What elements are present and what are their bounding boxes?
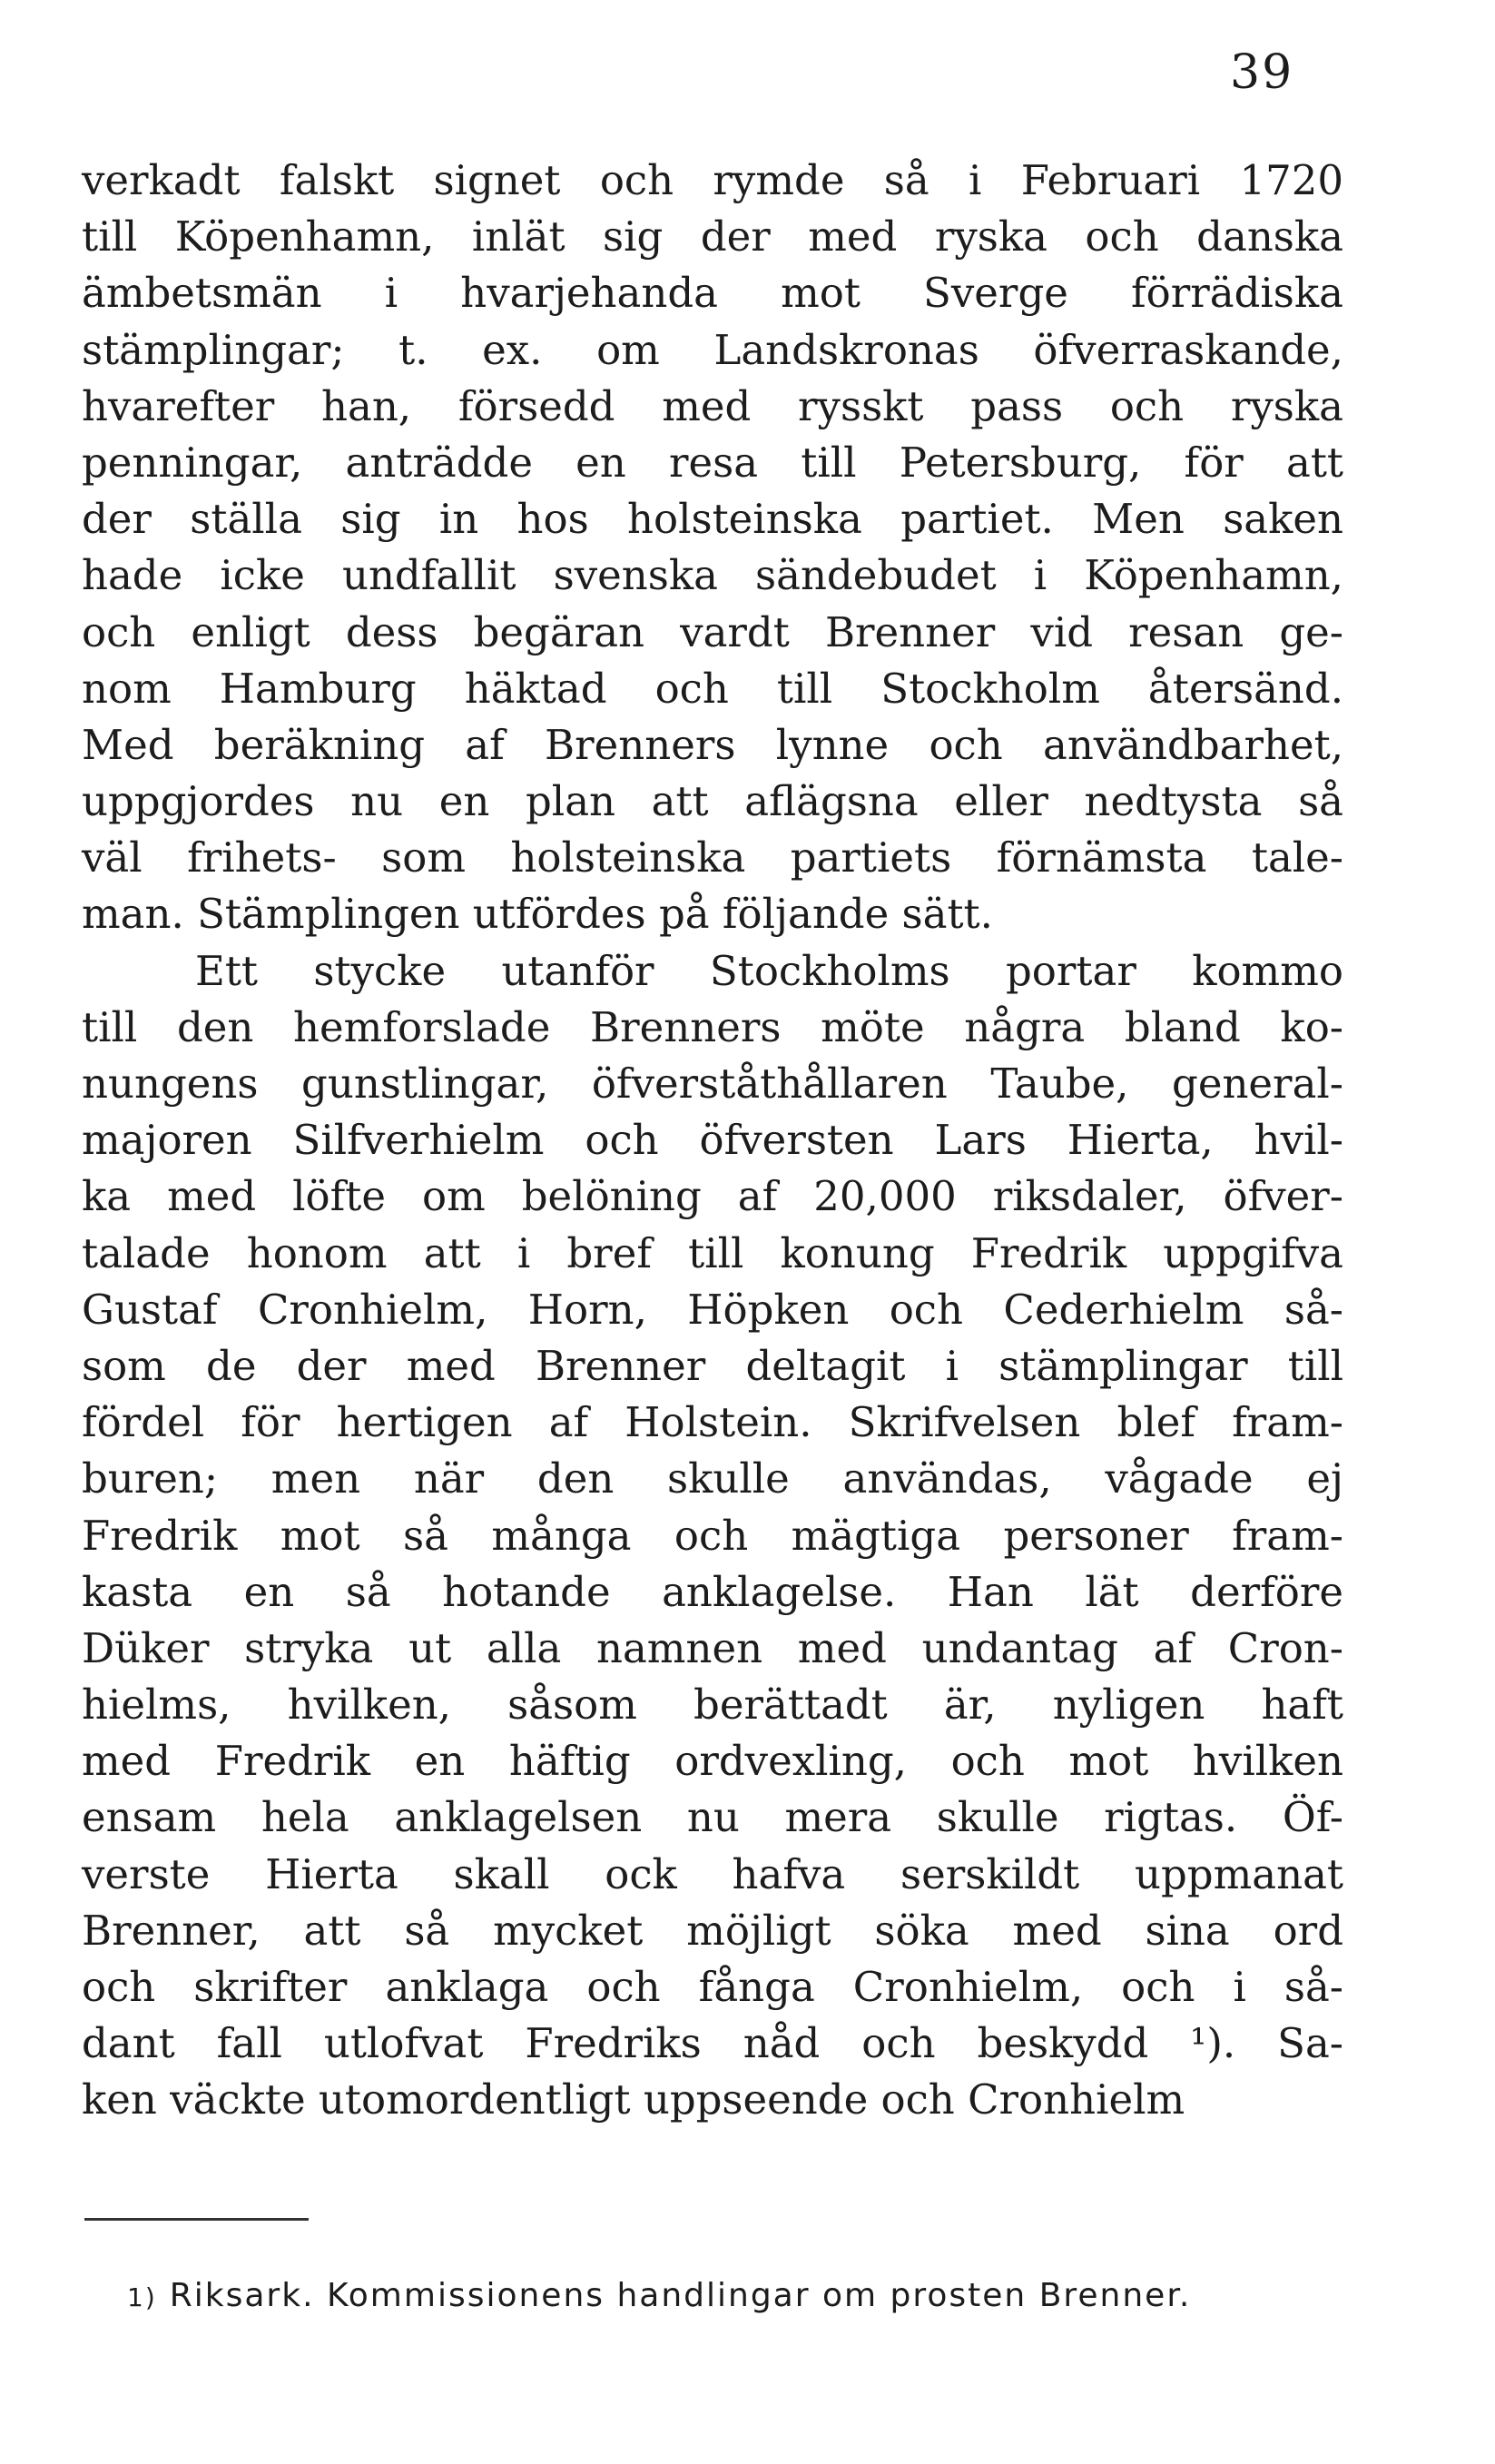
text-line: dant fall utlofvat Fredriks nåd och beskydd ¹). Sa-: [82, 2019, 1343, 2068]
text-line: som de der med Brenner deltagit i stämplingar till: [82, 1341, 1343, 1390]
text-line: der ställa sig in hos holsteinska partiet. Men saken: [82, 495, 1343, 544]
text-line: med Fredrik en häftig ordvexling, och mot hvilken: [82, 1737, 1343, 1786]
text-line: ken väckte utomordentligt uppseende och Cronhielm: [82, 2075, 1185, 2124]
paragraph-start-line: Ett stycke utanför Stockholms portar kommo: [195, 946, 1343, 995]
text-line: Med beräkning af Brenners lynne och användbarhet,: [82, 720, 1343, 769]
text-line: till Köpenhamn, inlät sig der med ryska och danska: [82, 212, 1343, 261]
body-text: [82, 153, 1343, 2129]
text-line: nungens gunstlingar, öfverståthållaren Taube, general-: [82, 1060, 1343, 1108]
text-line: verkadt falskt signet och rymde så i Februari 1720: [82, 156, 1343, 204]
page-number: 39: [1230, 45, 1294, 100]
footnote: [127, 2274, 1191, 2320]
text-line: stämplingar; t. ex. om Landskronas öfverraskande,: [82, 325, 1343, 374]
text-line: hade icke undfallit svenska sändebudet i Köpenhamn,: [82, 551, 1343, 600]
text-line: Fredrik mot så många och mägtiga personer fram-: [82, 1511, 1343, 1560]
text-line: majoren Silfverhielm och öfversten Lars Hierta, hvil-: [82, 1116, 1343, 1165]
text-line: ämbetsmän i hvarjehanda mot Sverge förrädiska: [82, 269, 1343, 318]
text-line: verste Hierta skall ock hafva serskildt uppmanat: [82, 1849, 1343, 1898]
text-line: talade honom att i bref till konung Fredrik uppgifva: [82, 1228, 1343, 1277]
text-line: till den hemforslade Brenners möte några bland ko-: [82, 1002, 1343, 1051]
footnote-marker: 1): [127, 2282, 157, 2312]
text-line: uppgjordes nu en plan att aflägsna eller nedtysta så: [82, 777, 1343, 826]
text-line: Brenner, att så mycket möjligt söka med sina ord: [82, 1906, 1343, 1955]
paragraph-end-line: man. Stämplingen utfördes på följande sätt.: [82, 890, 993, 939]
text-line: och skrifter anklaga och fånga Cronhielm, och i så-: [82, 1963, 1343, 2011]
text-line: ensam hela anklagelsen nu mera skulle rigtas. Öf-: [82, 1793, 1343, 1842]
text-line: hielms, hvilken, såsom berättadt är, nyligen haft: [82, 1680, 1343, 1730]
footnote-separator: [84, 2218, 309, 2221]
text-line: hvarefter han, försedd med rysskt pass och ryska: [82, 381, 1343, 430]
text-line: Gustaf Cronhielm, Horn, Höpken och Cederhielm så-: [82, 1285, 1343, 1334]
footnote-text: Riksark. Kommissionens handlingar om prosten Brenner.: [169, 2277, 1192, 2314]
text-line: Düker stryka ut alla namnen med undantag af Cron-: [82, 1623, 1343, 1672]
text-line: kasta en så hotande anklagelse. Han lät derföre: [82, 1567, 1343, 1616]
text-line: nom Hamburg häktad och till Stockholm återsänd.: [82, 664, 1343, 713]
text-line: väl frihets- som holsteinska partiets förnämsta tale-: [82, 833, 1343, 882]
text-line: och enligt dess begäran vardt Brenner vid resan ge-: [82, 607, 1343, 656]
text-line: penningar, anträdde en resa till Petersburg, för att: [82, 438, 1343, 487]
text-line: buren; men när den skulle användas, vågade ej: [82, 1454, 1343, 1503]
text-line: ka med löfte om belöning af 20,000 riksdaler, öfver-: [82, 1172, 1343, 1221]
text-line: fördel för hertigen af Holstein. Skrifvelsen blef fram-: [82, 1398, 1343, 1447]
